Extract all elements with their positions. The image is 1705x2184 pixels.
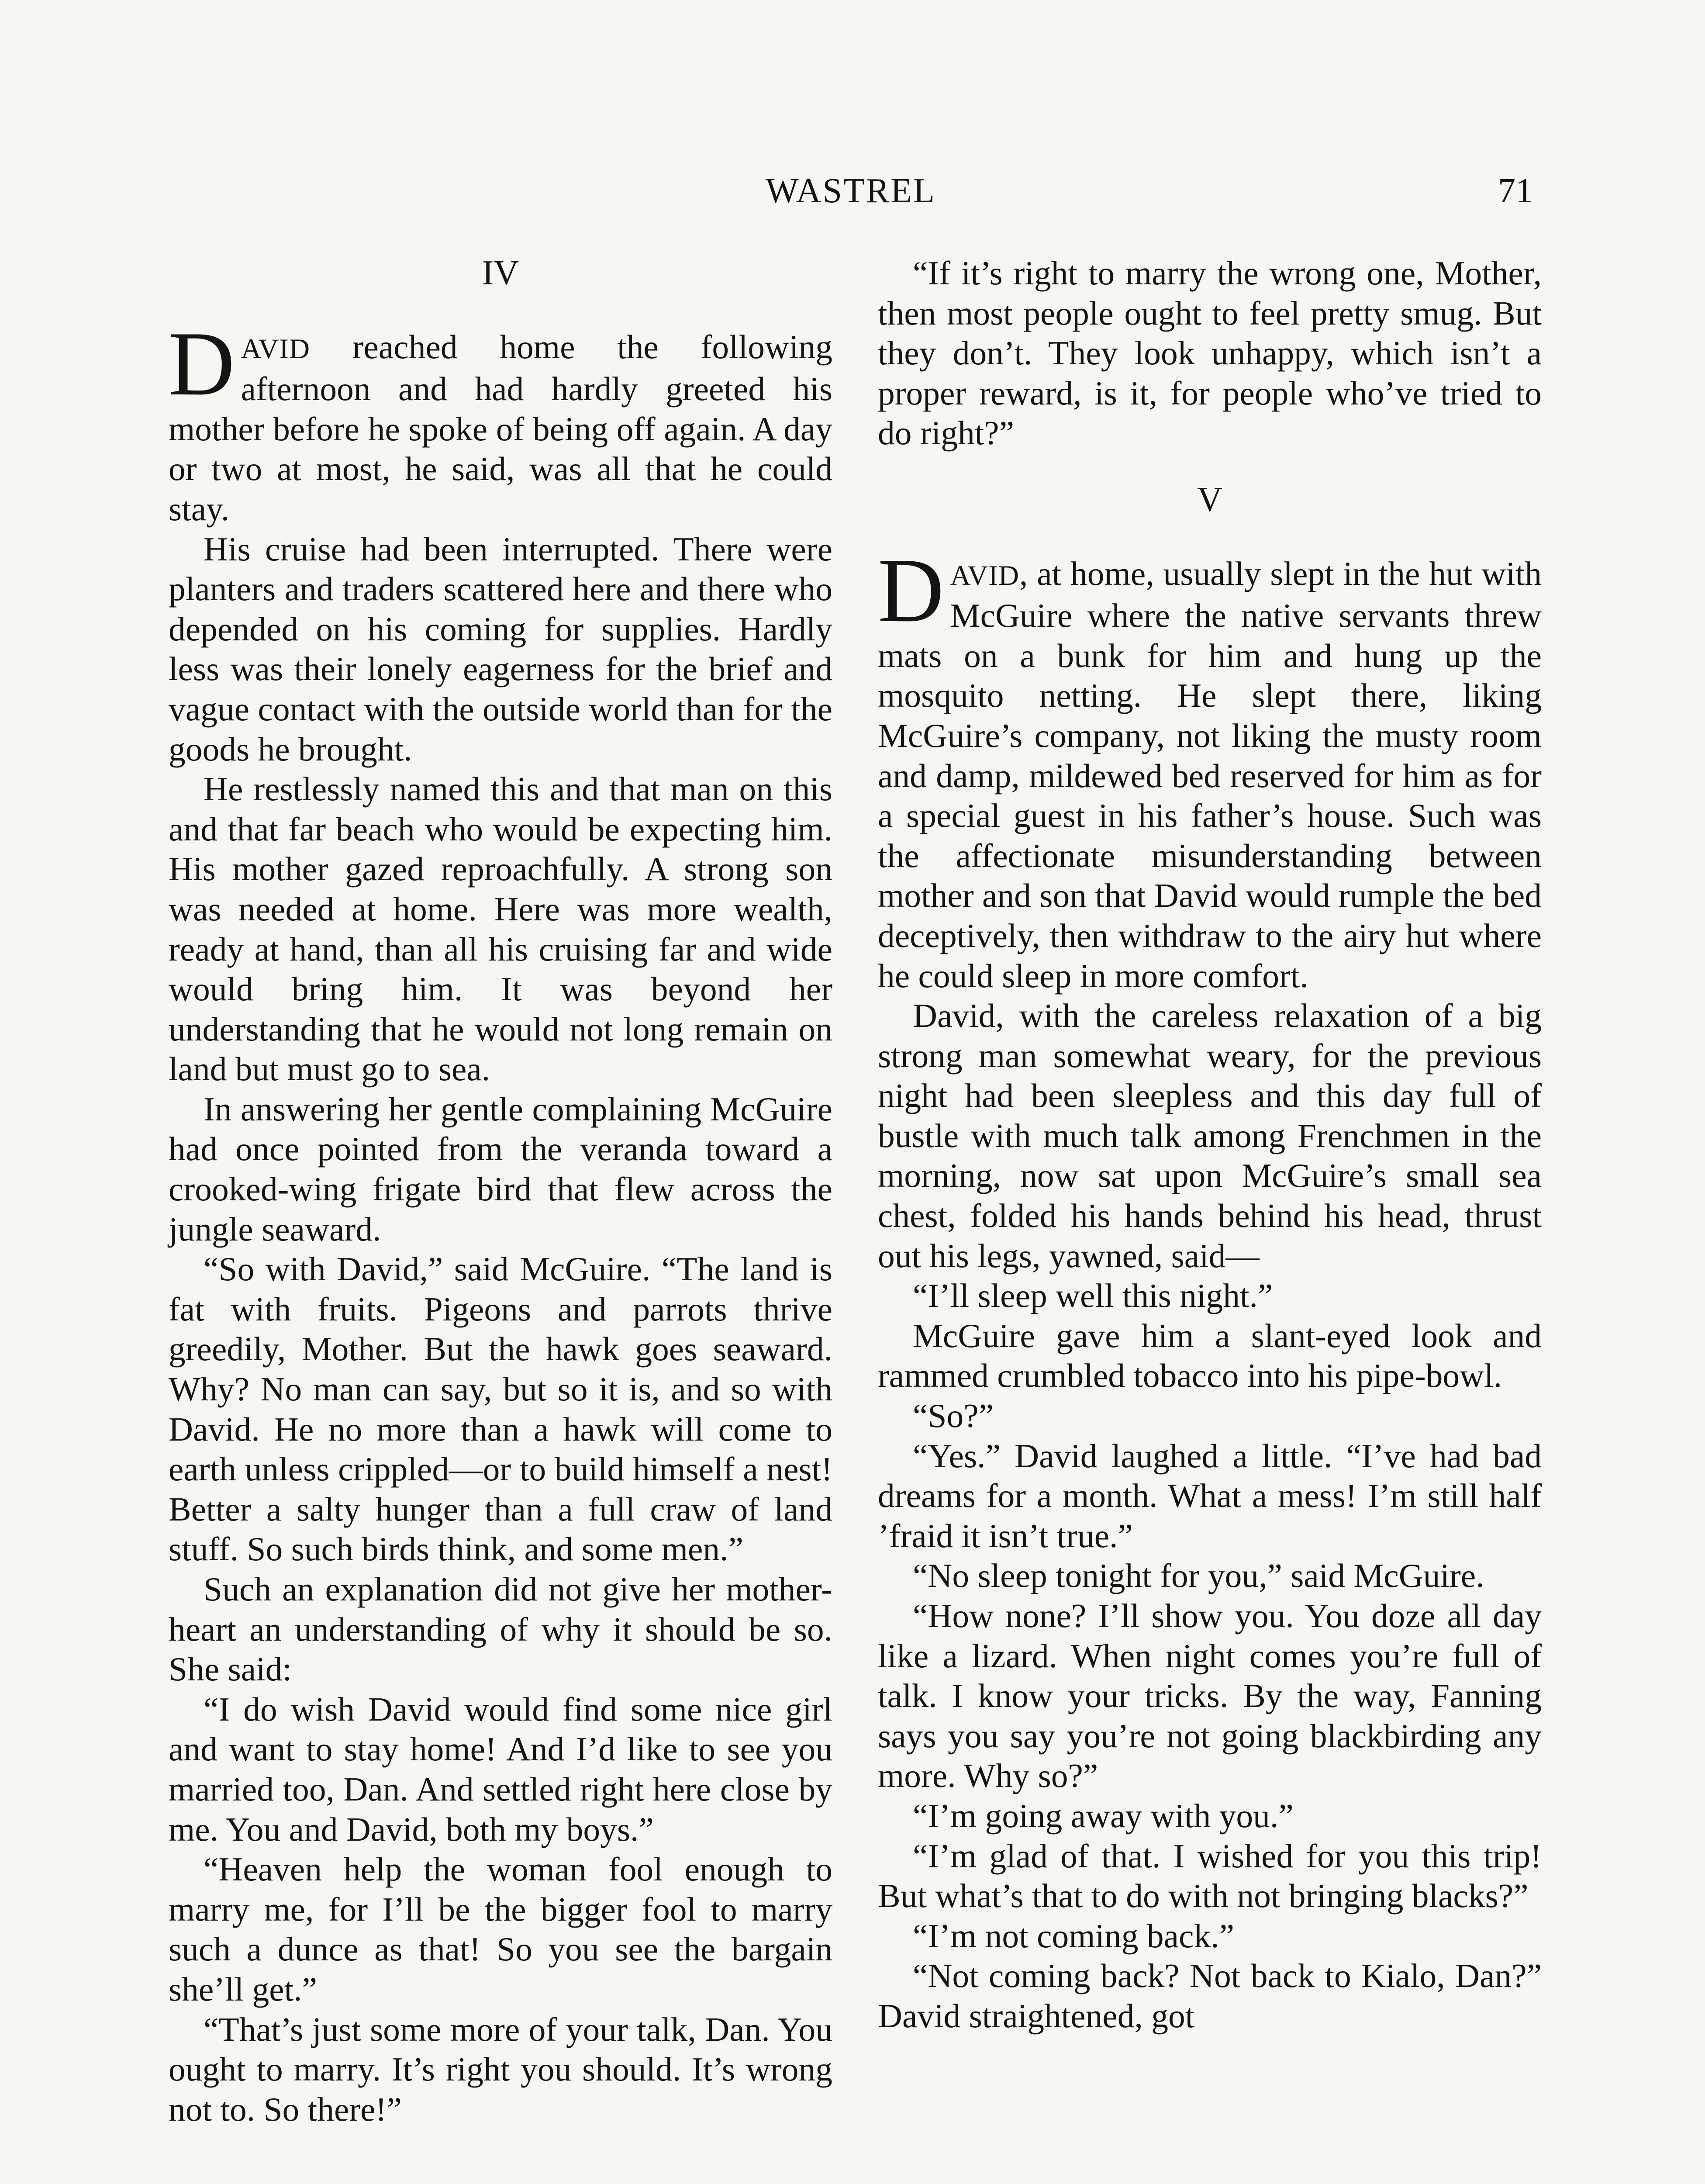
drop-cap: D [878,539,944,641]
left-column [169,253,832,2129]
paragraph: His cruise had been interrupted. There were planters and traders scattered here and there who depended on his coming for supplies. Hardly less was their lonely eagerness for the brief and vague contact with the outside world than for the goods he brought. [169,530,832,768]
section-heading-iv: IV [482,254,519,292]
paragraph: “I’m going away with you.” [913,1797,1294,1835]
paragraph: “So with David,” said McGuire. “The land is fat with fruits. Pigeons and parrots thrive greedily, Mother. But the hawk goes seaward. Why? No man can say, but so it is, and so with David. He no more than a hawk will come to earth unless crippled—or to build himself a nest! Better a salty hunger than a full craw of land stuff. So such birds think, and some men.” [169,1250,832,1568]
paragraph: In answering her gentle complaining McGuire had once pointed from the veranda toward a crooked-wing frigate bird that flew across the jungle seaward. [169,1090,832,1248]
running-title: WASTREL [766,172,936,210]
paragraph: “Yes.” David laughed a little. “I’ve had bad dreams for a month. What a mess! I’m still half ’fraid it isn’t true.” [878,1437,1542,1555]
paragraph: “So?” [913,1397,994,1435]
paragraph: “I’m glad of that. I wished for you this trip! But what’s that to do with not bringing blacks?” [878,1837,1542,1915]
paragraph: “That’s just some more of your talk, Dan. You ought to marry. It’s right you should. It’s wrong not to. So there!” [169,2010,832,2128]
page-number: 71 [1498,172,1533,210]
drop-cap: D [169,313,235,415]
paragraph: Such an explanation did not give her mother-heart an understanding of why it should be so. She said: [169,1570,832,1688]
paragraph: “Heaven help the woman fool enough to marry me, for I’ll be the bigger fool to marry such a dunce as that! So you see the bargain she’ll get.” [169,1850,832,2008]
paragraph-text: reached home the following afternoon and had hardly greeted his mother before he spoke of being off again. A day or two at most, he said, was all that he could stay. [169,328,832,528]
lead-in-small-caps: AVID [950,560,1019,591]
paragraph: “Not coming back? Not back to Kialo, Dan?” David straightened, got [878,1957,1542,2035]
paragraph: “I’ll sleep well this night.” [913,1277,1273,1315]
right-column [878,253,1542,2036]
section-heading-v: V [1197,480,1222,519]
paragraph: McGuire gave him a slant-eyed look and rammed crumbled tobacco into his pipe-bowl. [878,1317,1542,1395]
paragraph: “No sleep tonight for you,” said McGuire. [913,1557,1484,1595]
paragraph: “If it’s right to marry the wrong one, Mother, then most people ought to feel pretty smug. But they don’t. They look unhappy, which isn’t a proper reward, is it, for people who’ve tried to do right?” [878,254,1542,452]
paragraph: He restlessly named this and that man on this and that far beach who would be expecting him. His mother gazed reproachfully. A strong son was needed at home. Here was more wealth, ready at hand, than all his cruising far and wide would bring him. It was beyond her understanding that he would not long remain on land but must go to sea. [169,770,832,1088]
opening-paragraph [169,313,832,529]
lead-in-small-caps: AVID [241,333,310,365]
opening-paragraph [878,539,1542,996]
running-header [169,171,1533,219]
paragraph: “I’m not coming back.” [913,1917,1234,1955]
paragraph-text: , at home, usually slept in the hut with McGuire where the native servants threw mats on a bunk for him and hung up the mosquito netting. He slept there, liking McGuire’s company, not liking the musty room and damp, mildewed bed reserved for him as for a special guest in his father’s house. Such was the affectionate misunderstanding between mother and son that David would rumple the bed deceptively, then withdraw to the airy hut where he could sleep in more comfort. [878,554,1542,995]
paragraph: “I do wish David would find some nice girl and want to stay home! And I’d like to see you married too, Dan. And settled right here close by me. You and David, both my boys.” [169,1690,832,1848]
paragraph: David, with the careless relaxation of a big strong man somewhat weary, for the previous night had been sleepless and this day full of bustle with much talk among Frenchmen in the morning, now sat upon McGuire’s small sea chest, folded his hands behind his head, thrust out his legs, yawned, said— [878,997,1542,1275]
paragraph: “How none? I’ll show you. You doze all day like a lizard. When night comes you’re full of talk. I know your tricks. By the way, Fanning says you say you’re not going blackbirding any more. Why so?” [878,1597,1542,1795]
